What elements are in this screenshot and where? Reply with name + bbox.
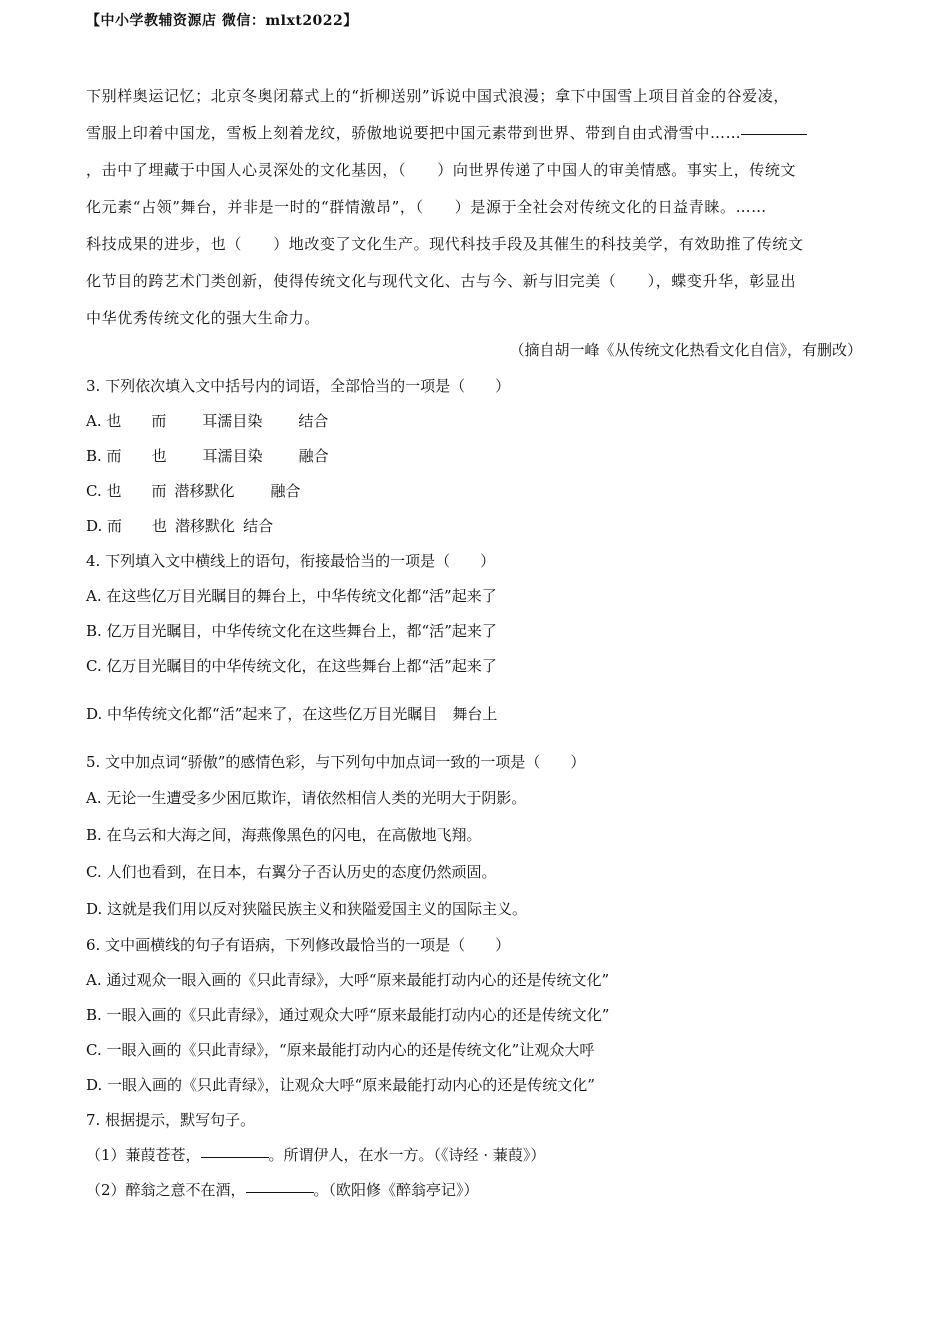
answer-blank [201, 1156, 269, 1158]
item-text: （2）醉翁之意不在酒， [86, 1181, 246, 1199]
passage-line: 中华优秀传统文化的强大生命力。 [86, 309, 321, 327]
question-4-option-b: B. 亿万目光瞩目，中华传统文化在这些舞台上，都“活”起来了 [86, 622, 497, 640]
passage-text: 雪服上印着中国龙，雪板上刻着龙纹，骄傲地说要把中国元素带到世界、带到自由式滑雪中…… [86, 124, 742, 142]
option-word: 也 [151, 447, 167, 465]
option-label: D. 而 [86, 517, 123, 535]
question-7-item-2 [86, 1173, 866, 1208]
option-word: 而 [151, 482, 167, 500]
question-5-option-c: C. 人们也看到，在日本，右翼分子否认历史的态度仍然顽固。 [86, 863, 497, 881]
question-3-option-b [86, 439, 866, 474]
question-4-option-a: A. 在这些亿万目光瞩目的舞台上，中华传统文化都“活”起来了 [86, 587, 497, 605]
item-text: （1）蒹葭苍苍， [86, 1146, 201, 1164]
option-word: 结合 [298, 412, 329, 430]
question-3-option-c [86, 474, 866, 509]
question-5-option-a: A. 无论一生遭受多少困厄欺诈，请依然相信人类的光明大于阴影。 [86, 789, 527, 807]
passage-line: 科技成果的进步，也（ ）地改变了文化生产。现代科技手段及其催生的科技美学，有效助推了传统文 [86, 235, 804, 253]
question-6-option-b: B. 一眼入画的《只此青绿》，通过观众大呼“原来最能打动内心的还是传统文化” [86, 1006, 610, 1024]
option-word: 潜移默化 [174, 482, 235, 500]
question-3-stem: 3. 下列依次填入文中括号内的词语，全部恰当的一项是（ ） [86, 377, 511, 395]
option-label: C. 也 [86, 482, 122, 500]
answer-blank [741, 133, 807, 135]
question-4-stem: 4. 下列填入文中横线上的语句，衔接最恰当的一项是（ ） [86, 552, 496, 570]
item-text: 。（欧阳修《醉翁亭记》） [313, 1181, 479, 1199]
item-text: 。所谓伊人，在水一方。（《诗经 · 蒹葭》） [268, 1146, 546, 1164]
question-5-option-d: D. 这就是我们用以反对狭隘民族主义和狭隘爱国主义的国际主义。 [86, 900, 528, 918]
header-watermark: 【中小学教辅资源店 微信：mlxt2022】 [86, 13, 358, 29]
option-word: 融合 [270, 482, 301, 500]
question-6-option-d: D. 一眼入画的《只此青绿》，让观众大呼“原来最能打动内心的还是传统文化” [86, 1076, 595, 1094]
option-label: A. 也 [86, 412, 122, 430]
question-4-option-d: D. 中华传统文化都“活”起来了，在这些亿万目光瞩目 舞台上 [86, 705, 498, 723]
answer-blank [246, 1191, 314, 1193]
option-word: 潜移默化 [175, 517, 236, 535]
passage-line: 下别样奥运记忆；北京冬奥闭幕式上的“折柳送别”诉说中国式浪漫；拿下中国雪上项目首金的谷爱凌， [86, 87, 789, 105]
question-7-stem: 7. 根据提示，默写句子。 [86, 1111, 256, 1129]
option-word: 融合 [298, 447, 329, 465]
question-5-option-b: B. 在乌云和大海之间，海燕像黑色的闪电，在高傲地飞翔。 [86, 826, 482, 844]
passage-line: 化节目的跨艺术门类创新，使得传统文化与现代文化、古与今、新与旧完美（ ），蝶变升华，彰显出 [86, 272, 797, 290]
option-word: 耳濡目染 [202, 412, 263, 430]
option-word: 而 [151, 412, 167, 430]
passage-line [86, 115, 861, 152]
option-label: B. 而 [86, 447, 122, 465]
question-6-option-a: A. 通过观众一眼入画的《只此青绿》，大呼“原来最能打动内心的还是传统文化” [86, 971, 610, 989]
question-5-stem: 5. 文中加点词“骄傲”的感情色彩，与下列句中加点词一致的一项是（ ） [86, 753, 586, 771]
option-word: 结合 [243, 517, 274, 535]
passage-line: ，击中了埋藏于中国人心灵深处的文化基因，（ ）向世界传递了中国人的审美情感。事实上，传统文 [86, 161, 797, 179]
question-4-option-c: C. 亿万目光瞩目的中华传统文化，在这些舞台上都“活”起来了 [86, 657, 497, 675]
question-3-option-d [86, 509, 866, 544]
question-list [86, 369, 866, 1208]
option-word: 也 [152, 517, 168, 535]
reading-passage [86, 78, 861, 337]
passage-source: （摘自胡一峰《从传统文化热看文化自信》，有删改） [509, 341, 862, 359]
question-7-item-1 [86, 1138, 866, 1173]
passage-line: 化元素“占领”舞台，并非是一时的“群情激昂”，（ ）是源于全社会对传统文化的日益青睐。…… [86, 198, 767, 216]
question-6-option-c: C. 一眼入画的《只此青绿》，“原来最能打动内心的还是传统文化”让观众大呼 [86, 1041, 595, 1059]
question-6-stem: 6. 文中画横线的句子有语病，下列修改最恰当的一项是（ ） [86, 936, 511, 954]
option-word: 耳濡目染 [202, 447, 263, 465]
question-3-option-a [86, 404, 866, 439]
